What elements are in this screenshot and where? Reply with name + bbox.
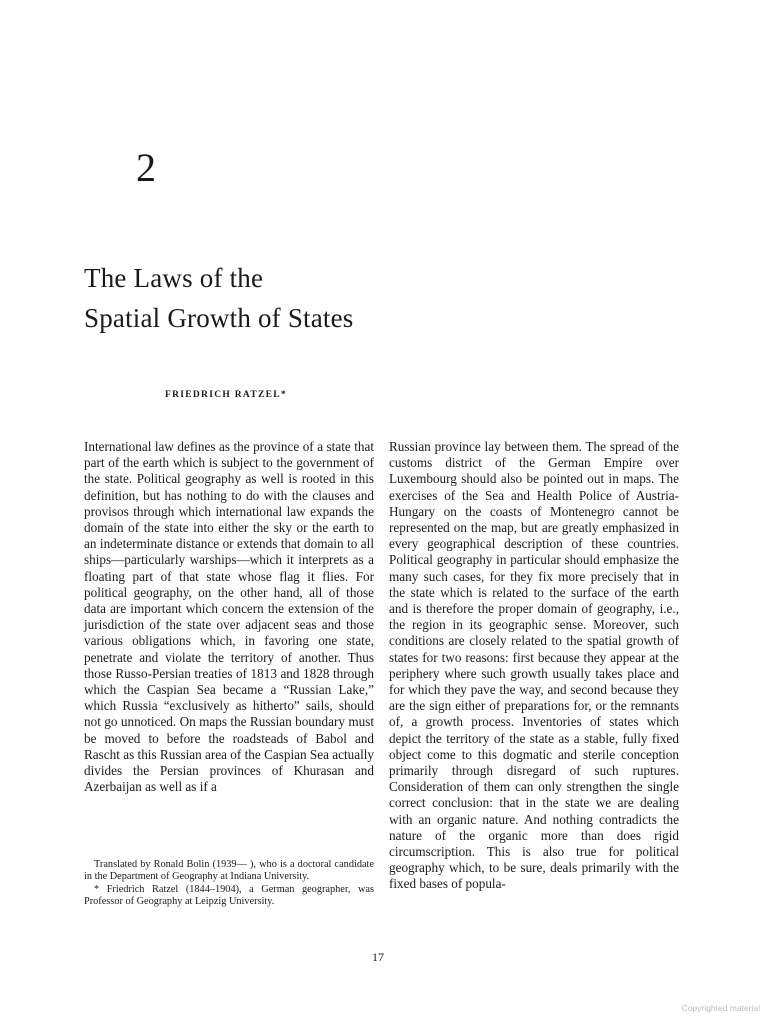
body-column-left [84,439,374,795]
chapter-title-line-1: The Laws of the [84,263,264,293]
author-byline: FRIEDRICH RATZEL* [165,390,287,400]
footnotes [84,859,374,909]
body-paragraph-left: International law defines as the province of a state that part of the earth which is subject to the government of the state. Political geography as well is rooted in this definition, but has nothing to do with the clauses and provisos through which international law expands the domain of the state into either the sky or the earth to an indeterminate distance or extends that domain to all ships—particularly warships—which it interprets as a floating part of that state whose flag it flies. For political geography, on the other hand, all of those data are important which concern the extension of the jurisdiction of the state over adjacent seas and those various obligations which, in favoring one state, penetrate and violate the territory of another. Thus those Russo-Persian treaties of 1813 and 1828 through which the Caspian Sea became a “Russian Lake,” which Russia “exclusively as hitherto” sails, should not go unnoticed. On maps the Russian boundary must be moved to before the roadsteads of Babol and Rascht as this Russian area of the Caspian Sea actually divides the Persian provinces of Khurasan and Azerbaijan as well as if a [84,439,374,795]
footnote-translator: Translated by Ronald Bolin (1939— ), who is a doctoral candidate in the Department of Geography at Indiana University. [84,859,374,883]
chapter-number: 2 [136,145,156,190]
chapter-title-line-2: Spatial Growth of States [84,303,354,333]
footnote-author: * Friedrich Ratzel (1844–1904), a German geographer, was Professor of Geography at Leipzig University. [84,883,374,908]
body-column-right [389,439,679,893]
chapter-title [84,258,354,338]
copyright-watermark: Copyrighted material [681,1003,760,1013]
body-paragraph-right: Russian province lay between them. The spread of the customs district of the German Empire over Luxembourg should also be pointed out in maps. The exercises of the Sea and Health Police of Austria-Hungary on the coasts of Montenegro cannot be represented on the map, but are greatly emphasized in every geographical description of these countries. Political geography in particular should emphasize the many such cases, for they fix more precisely that in the state which is related to the surface of the earth and is therefore the proper domain of geography, i.e., the region in its geographic sense. Moreover, such conditions are closely related to the spatial growth of states for two reasons: first because they appear at the periphery where such growth usually takes place and for which they pave the way, and second because they are the sign either of preparations for, or the remnants of, a growth process. Inventories of states which depict the territory of the state as a stable, fully fixed object come to this dogmatic and sterile conception primarily through disregard of such ruptures. Consideration of them can only strengthen the single correct conclusion: that in the state we are dealing with an organic nature. And nothing contradicts the nature of the organic more than does rigid circumscription. This is also true for political geography which, to be sure, deals primarily with the fixed bases of popula- [389,439,679,892]
page-number: 17 [372,950,384,964]
